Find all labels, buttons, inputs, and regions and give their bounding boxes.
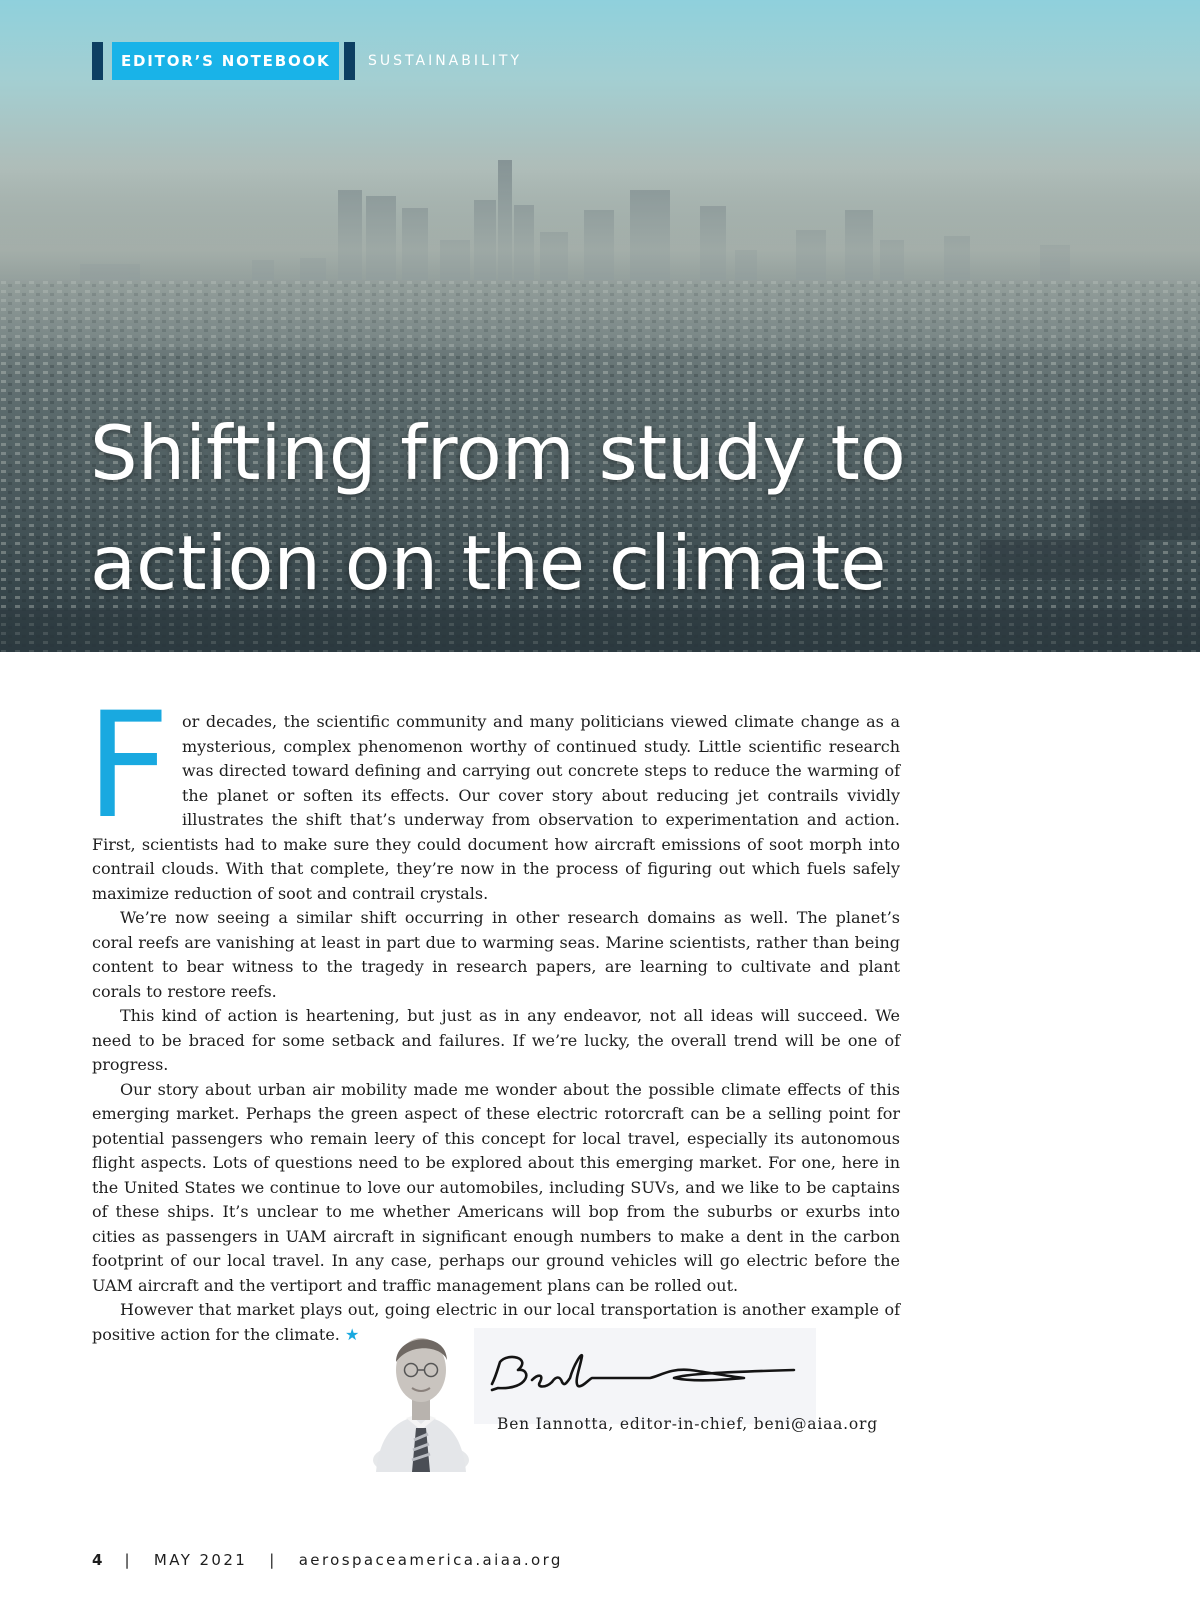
section-tag: EDITOR’S NOTEBOOK <box>112 42 339 80</box>
title-line-1: Shifting from study to <box>90 409 906 497</box>
article-body <box>86 681 900 1347</box>
page-footer <box>92 1551 563 1569</box>
footer-separator: | <box>269 1551 277 1569</box>
page-number: 4 <box>92 1551 103 1569</box>
paragraph-1-text: or decades, the scientific community and many politicians viewed climate change as a mysterious, complex phenomenon worthy of continued study. Little scientific research was directed toward defining and carrying out concrete steps to reduce the warming of the planet or soften its effects. Our cover story about reducing jet contrails vividly illustrates the shift that’s underway from observation to experimentation and action. First, scientists had to make sure they could document how aircraft emissions of soot morph into contrail clouds. With that complete, they’re now in the process of figuring out which fuels safely maximize reduction of soot and contrail crystals. <box>92 712 900 903</box>
topic-tag: SUSTAINABILITY <box>368 53 523 69</box>
author-portrait <box>370 1312 472 1472</box>
hero-image <box>0 0 1200 652</box>
website-url: aerospaceamerica.aiaa.org <box>298 1551 563 1569</box>
author-byline: Ben Iannotta, editor-in-chief, beni@aiaa.org <box>497 1415 878 1433</box>
paragraph-1 <box>86 681 900 906</box>
page-title <box>90 398 1150 618</box>
title-line-2: action on the climate <box>90 519 887 607</box>
tag-accent-bar <box>92 42 103 80</box>
footer-separator: | <box>124 1551 132 1569</box>
paragraph-4: Our story about urban air mobility made me wonder about the possible climate effects of this emerging market. Perhaps the green aspect of these electric rotorcraft can be a selling point for potential passengers who remain leery of this concept for local travel, especially its autonomous flight aspects. Lots of questions need to be explored about this emerging market. For one, here in the United States we continue to love our automobiles, including SUVs, and we like to be captains of these ships. It’s unclear to me whether Americans will bop from the suburbs or exurbs into cities as passengers in UAM aircraft in significant enough numbers to make a dent in the carbon footprint of our local travel. In any case, perhaps our ground vehicles will go electric before the UAM aircraft and the vertiport and traffic management plans can be rolled out. <box>92 1079 900 1295</box>
end-star-icon: ★ <box>344 1324 360 1344</box>
signature-panel <box>474 1328 816 1424</box>
drop-cap: F <box>86 681 170 851</box>
paragraph-3: This kind of action is heartening, but just as in any endeavor, not all ideas will succeed. We need to be braced for some setback and failures. If we’re lucky, the overall trend will be one of progress. <box>92 1006 900 1074</box>
paragraph-2: We’re now seeing a similar shift occurring in other research domains as well. The planet’s coral reefs are vanishing at least in part due to warming seas. Marine scientists, rather than being content to bear witness to the tragedy in research papers, are learning to cultivate and plant corals to restore reefs. <box>92 908 900 1001</box>
issue-date: MAY 2021 <box>153 1551 248 1569</box>
paragraph-5-text: However that market plays out, going electric in our local transportation is another example of positive action for the climate. <box>92 1300 900 1344</box>
handwritten-signature <box>474 1328 816 1424</box>
tag-accent-bar <box>344 42 355 80</box>
